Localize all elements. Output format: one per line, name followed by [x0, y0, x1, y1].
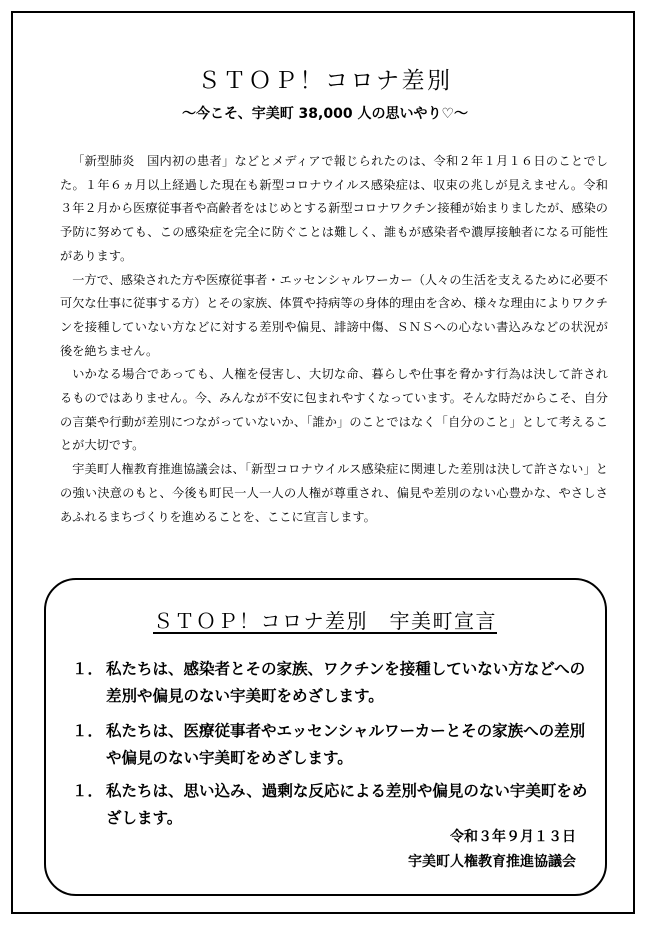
declaration-item [72, 656, 592, 710]
declaration-item-number: １． [72, 782, 104, 800]
declaration-item-number: １． [72, 660, 104, 678]
declaration-date: 令和３年９月１３日 [450, 829, 576, 845]
declaration-title [0, 605, 650, 634]
paragraph: 「新型肺炎 国内初の患者」などとメディアで報じられたのは、令和２年１月１６日のことでした。１年６ヵ月以上経過した現在も新型コロナウイルス感染症は、収束の兆しが見えません。令和３年２月から医療従事者や高齢者をはじめとする新型コロナワクチン接種が始まりましたが、感染の予防に努めても、この感染症を完全に防ぐことは難しく、誰もが感染者や濃厚接触者になる可能性があります。 [60, 154, 608, 263]
declaration-item [72, 778, 592, 832]
paragraph: いかなる場合であっても、人権を侵害し、大切な命、暮らしや仕事を脅かす行為は決して許されるものではありません。今、みんなが不安に包まれやすくなっています。そんな時だからこそ、自分の言葉や行動が差別につながっていないか、「誰か」のことではなく「自分のこと」として考えることが大切です。 [60, 367, 608, 453]
page-subtitle: ～今こそ、宇美町 38,000 人の思いやり♡～ [181, 106, 469, 122]
declaration-item-text: 私たちは、思い込み、過剰な反応による差別や偏見のない宇美町をめざします。 [106, 782, 588, 827]
declaration-organization: 宇美町人権教育推進協議会 [408, 854, 576, 870]
declaration-item-text: 私たちは、医療従事者やエッセンシャルワーカーとその家族への差別や偏見のない宇美町をめざします。 [106, 722, 586, 767]
declaration-item-text: 私たちは、感染者とその家族、ワクチンを接種していない方などへの差別や偏見のない宇美町をめざします。 [106, 660, 586, 705]
paragraph: 宇美町人権教育推進協議会は、「新型コロナウイルス感染症に関連した差別は決して許さない」との強い決意のもと、今後も町民一人一人の人権が尊重され、偏見や差別のない心豊かな、やさしさあふれるまちづくりを進めることを、ここに宣言します。 [60, 462, 608, 524]
declaration-title-text: ＳＴＯＰ！コロナ差別 宇美町宣言 [153, 609, 497, 633]
body-text [60, 150, 608, 529]
declaration-item-number: １． [72, 722, 104, 740]
declaration-item [72, 718, 592, 772]
page-title: ＳＴＯＰ！コロナ差別 [197, 68, 453, 94]
paragraph: 一方で、感染された方や医療従事者・エッセンシャルワーカー（人々の生活を支えるために必要不可欠な仕事に従事する方）とその家族、体質や持病等の身体的理由を含め、様々な理由によりワクチンを接種していない方などに対する差別や偏見、誹謗中傷、ＳＮＳへの心ない書込みなどの状況が後を絶ちません。 [60, 272, 608, 358]
